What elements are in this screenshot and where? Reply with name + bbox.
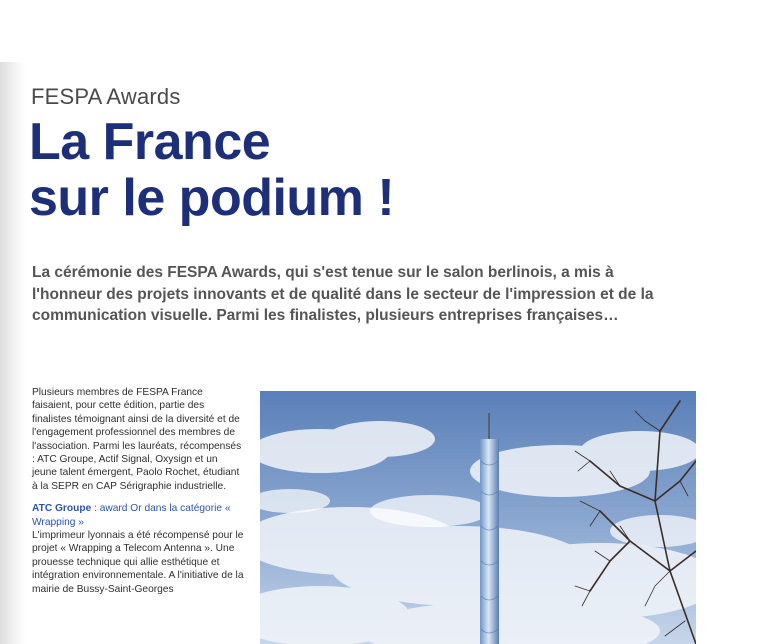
- page-fold-shadow: [0, 62, 26, 644]
- headline-line-2: sur le podium !: [29, 169, 395, 227]
- section-company-name: ATC Groupe: [32, 503, 92, 515]
- article-body-column: [32, 386, 244, 605]
- page-top-margin: [0, 0, 768, 62]
- body-paragraph-atc: L'imprimeur lyonnais a été récompensé pour le projet « Wrapping a Telecom Antenna ». Une prouesse technique qui allie esthétique et intégration environnementale. A l'initiative de la mairie de Bussy-Saint-Georges: [32, 530, 244, 595]
- section-award-label: : award Or dans la catégorie « Wrapping »: [32, 503, 231, 528]
- article-headline: [29, 114, 394, 226]
- article-kicker: FESPA Awards: [31, 84, 181, 109]
- article-lede: La cérémonie des FESPA Awards, qui s'est tenue sur le salon berlinois, a mis à l'honneur des projets innovants et de qualité dans le secteur de l'impression et de la communication visuelle. Parmi les finalistes, plusieurs entreprises françaises…: [32, 264, 654, 324]
- body-paragraph-intro: Plusieurs membres de FESPA France faisaient, pour cette édition, partie des finalistes témoignant ainsi de la diversité et de l'engagement professionnel des membres de l'association. Parmi les lauréats, récompensés : ATC Groupe, Actif Signal, Oxysign et un jeune talent émergent, Paolo Rochet, étudiant à la SEPR en CAP Sérigraphie industrielle.: [32, 387, 242, 492]
- antenna-photo-illustration: [260, 391, 696, 644]
- section-heading: [32, 502, 244, 529]
- antenna-photo: [260, 391, 696, 644]
- headline-line-1: La France: [29, 113, 271, 171]
